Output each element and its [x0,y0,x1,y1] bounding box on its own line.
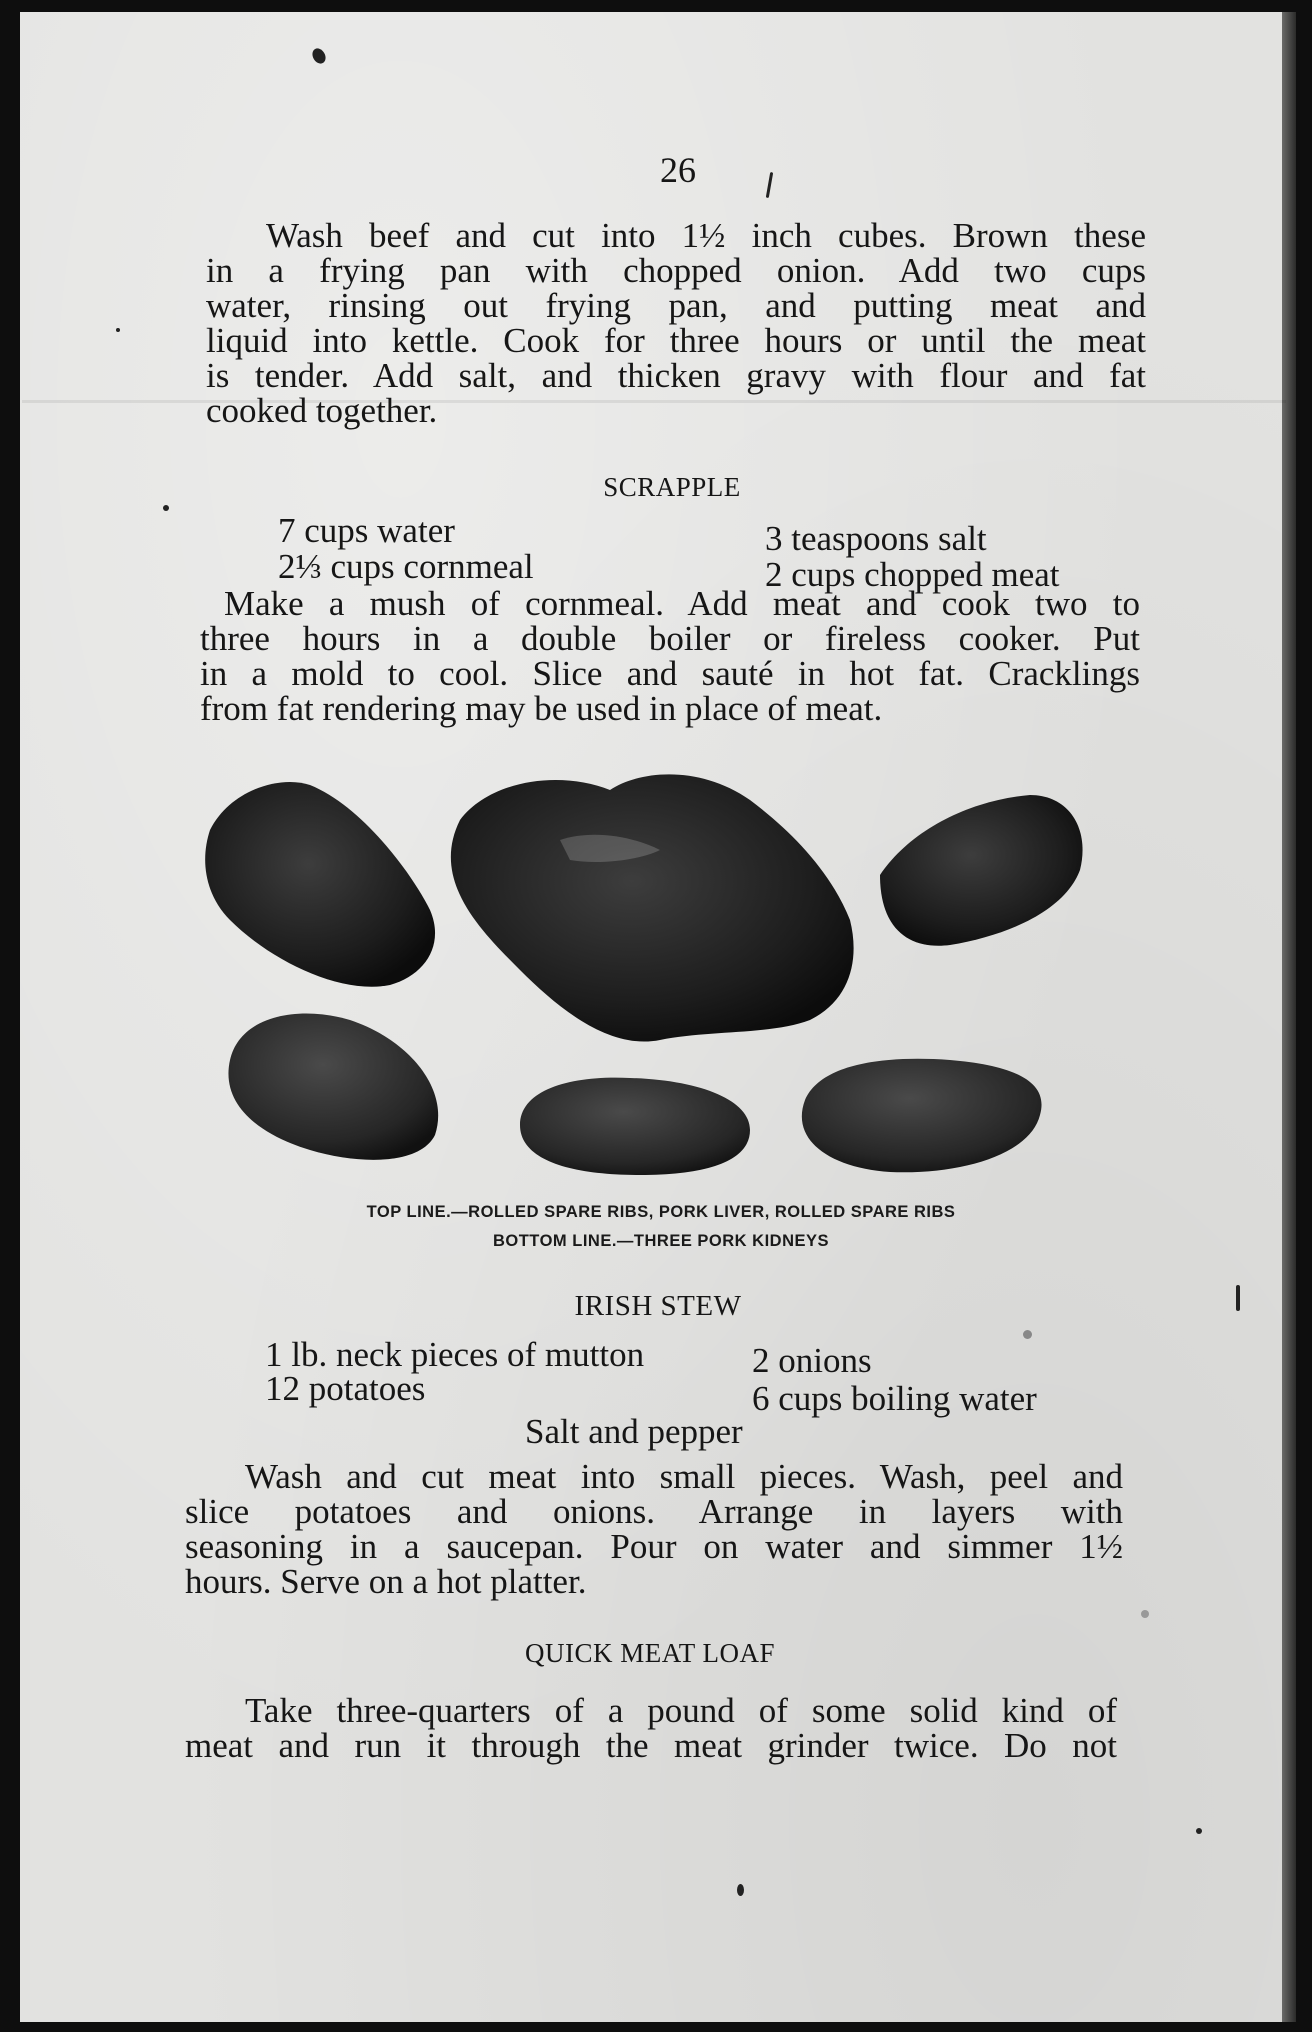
text-line: water, rinsing out frying pan, and putting meat and [206,286,1146,325]
irish-stew-directions [185,1459,1123,1599]
text-line: is tender. Add salt, and thicken gravy with flour and fat [206,356,1146,395]
dust-speck [1236,1285,1240,1311]
quick-meat-loaf-directions [185,1693,1117,1763]
text-line: seasoning in a saucepan. Pour on water and simmer 1½ [185,1527,1123,1566]
ingredient: 2⅓ cups cornmeal [278,547,534,586]
text-line: in a mold to cool. Slice and sauté in hot fat. Cracklings [200,654,1140,693]
dust-speck [163,505,169,511]
text-line: in a frying pan with chopped onion. Add two cups [206,251,1146,290]
text-line: Make a mush of cornmeal. Add meat and cook two to [224,584,1140,623]
text-line: slice potatoes and onions. Arrange in layers with [185,1492,1123,1531]
dust-speck [116,328,120,332]
figure-caption-top: TOP LINE.—ROLLED SPARE RIBS, PORK LIVER, ROLLED SPARE RIBS [366,1203,956,1221]
pork-kidney-right [802,1059,1042,1173]
seasoning: Salt and pepper [525,1412,743,1451]
ingredient: 1 lb. neck pieces of mutton [265,1335,645,1374]
ingredient: 6 cups boiling water [752,1379,1037,1418]
ingredient: 12 potatoes [265,1369,426,1408]
scrapple-directions [200,586,1140,726]
text-line: hours. Serve on a hot platter. [185,1562,587,1601]
dust-speck [1141,1610,1149,1618]
pork-kidney-middle [520,1078,750,1175]
text-line: meat and run it through the meat grinder twice. Do not [185,1726,1117,1765]
scrapple-title: SCRAPPLE [603,472,741,502]
rolled-spare-ribs-right [880,795,1083,946]
page-edge-shadow [1282,12,1296,2022]
quick-meat-loaf-title: QUICK MEAT LOAF [524,1638,776,1668]
text-line: Take three-quarters of a pound of some solid kind of [245,1691,1117,1730]
irish-stew-title: IRISH STEW [574,1290,742,1322]
rolled-spare-ribs-left [205,782,435,987]
dust-speck [737,1884,744,1896]
ingredient: 2 cups chopped meat [765,555,1060,594]
page-number: 26 [660,150,696,190]
text-line: Wash and cut meat into small pieces. Wash, peel and [245,1457,1123,1496]
text-line: liquid into kettle. Cook for three hours or until the meat [206,321,1146,360]
ingredient: 7 cups water [278,511,455,550]
dust-speck [1023,1330,1032,1339]
ingredient: 3 teaspoons salt [765,519,987,558]
text-line: cooked together. [206,391,438,430]
text-line: three hours in a double boiler or fireless cooker. Put [200,619,1140,658]
dust-speck [1196,1828,1202,1834]
figure-caption-bottom: BOTTOM LINE.—THREE PORK KIDNEYS [492,1232,830,1250]
text-line: from fat rendering may be used in place of meat. [200,689,883,728]
pork-kidney-left [228,1013,438,1159]
text-line: Wash beef and cut into 1½ inch cubes. Brown these [266,216,1146,255]
pork-liver [451,774,854,1041]
ingredient: 2 onions [752,1341,872,1380]
beef-paragraph [206,218,1146,428]
pork-cuts-photo [190,760,1130,1190]
